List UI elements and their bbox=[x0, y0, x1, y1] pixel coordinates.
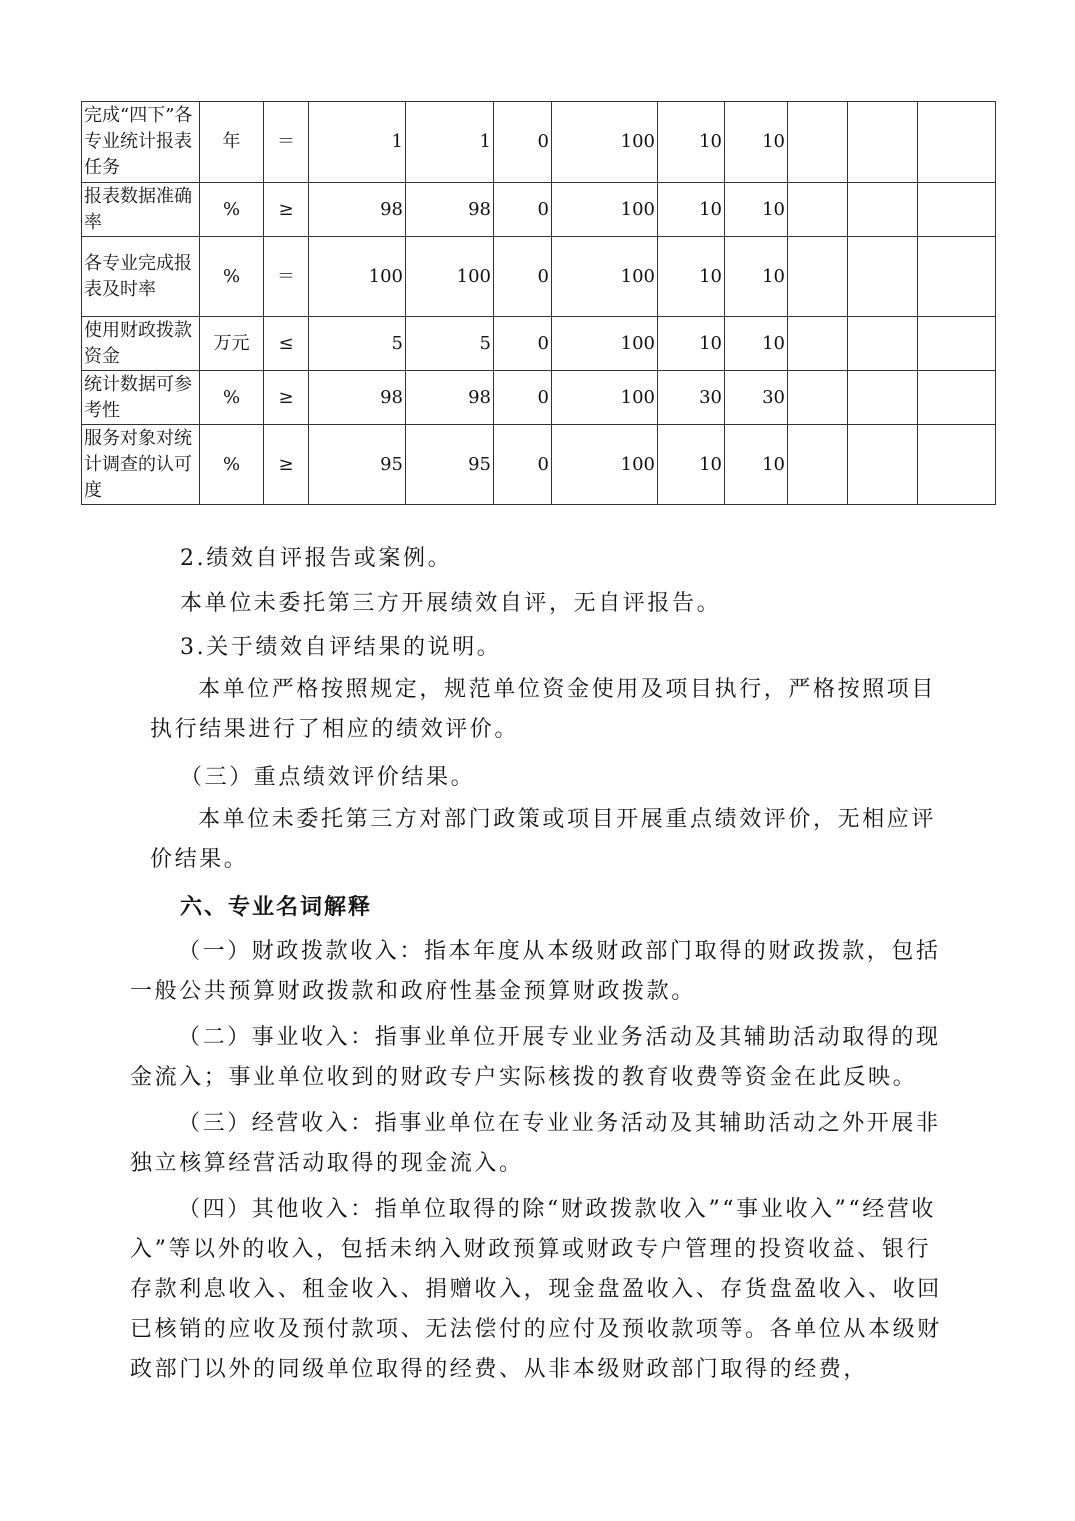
cell-name: 报表数据准确率 bbox=[82, 183, 200, 237]
cell-weight: 10 bbox=[658, 102, 725, 183]
cell-extra bbox=[918, 371, 996, 425]
glossary-operating-income: （三）经营收入：指事业单位在专业业务活动及其辅助活动之外开展非独立核算经营活动取得的现金流入。 bbox=[130, 1111, 941, 1176]
table-row bbox=[82, 317, 996, 371]
table-row bbox=[82, 183, 996, 237]
table-row bbox=[82, 237, 996, 317]
section-heading-key-evaluation: （三）重点绩效评价结果。 bbox=[180, 765, 476, 790]
cell-rate: 100 bbox=[552, 425, 658, 505]
cell-measure bbox=[848, 102, 918, 183]
cell-reason bbox=[788, 183, 848, 237]
cell-weight: 10 bbox=[658, 425, 725, 505]
cell-weight: 10 bbox=[658, 183, 725, 237]
cell-actual: 95 bbox=[406, 425, 494, 505]
cell-extra bbox=[918, 425, 996, 505]
cell-weight: 10 bbox=[658, 237, 725, 317]
cell-measure bbox=[848, 425, 918, 505]
cell-score: 10 bbox=[725, 183, 788, 237]
table-row bbox=[82, 425, 996, 505]
cell-score: 10 bbox=[725, 237, 788, 317]
cell-reason bbox=[788, 317, 848, 371]
cell-unit: 万元 bbox=[200, 317, 264, 371]
paragraph-no-self-report: 本单位未委托第三方开展绩效自评，无自评报告。 bbox=[180, 591, 722, 616]
cell-actual: 1 bbox=[406, 102, 494, 183]
cell-diff: 0 bbox=[494, 102, 552, 183]
cell-actual: 100 bbox=[406, 237, 494, 317]
cell-score: 30 bbox=[725, 371, 788, 425]
cell-target: 98 bbox=[309, 183, 406, 237]
glossary-business-income: （二）事业收入：指事业单位开展专业业务活动及其辅助活动取得的现金流入；事业单位收到的财政专户实际核拨的教育收费等资金在此反映。 bbox=[130, 1025, 941, 1090]
cell-rate: 100 bbox=[552, 102, 658, 183]
cell-op: ≤ bbox=[264, 317, 309, 371]
cell-rate: 100 bbox=[552, 371, 658, 425]
cell-op: ≥ bbox=[264, 371, 309, 425]
cell-diff: 0 bbox=[494, 183, 552, 237]
cell-score: 10 bbox=[725, 425, 788, 505]
cell-unit: % bbox=[200, 237, 264, 317]
table-row bbox=[82, 371, 996, 425]
cell-actual: 5 bbox=[406, 317, 494, 371]
table-row bbox=[82, 102, 996, 183]
cell-reason bbox=[788, 237, 848, 317]
cell-extra bbox=[918, 237, 996, 317]
cell-op: ＝ bbox=[264, 102, 309, 183]
cell-name: 服务对象对统计调查的认可度 bbox=[82, 425, 200, 505]
cell-extra bbox=[918, 102, 996, 183]
cell-diff: 0 bbox=[494, 317, 552, 371]
cell-actual: 98 bbox=[406, 371, 494, 425]
cell-op: ≥ bbox=[264, 425, 309, 505]
cell-extra bbox=[918, 317, 996, 371]
cell-weight: 30 bbox=[658, 371, 725, 425]
cell-target: 98 bbox=[309, 371, 406, 425]
cell-reason bbox=[788, 425, 848, 505]
cell-target: 1 bbox=[309, 102, 406, 183]
paragraph-result-explanation: 本单位严格按照规定，规范单位资金使用及项目执行，严格按照项目执行结果进行了相应的绩效评价。 bbox=[150, 677, 937, 742]
cell-actual: 98 bbox=[406, 183, 494, 237]
cell-unit: 年 bbox=[200, 102, 264, 183]
glossary-other-income: （四）其他收入：指单位取得的除“财政拨款收入”“事业收入”“经营收入”等以外的收入，包括未纳入财政预算或财政专户管理的投资收益、银行存款利息收入、租金收入、捐赠收入，现金盘盈收入、存货盘盈收入、收回已核销的应收及预付款项、无法偿付的应付及预收款项等。各单位从本级财政部门以外的同级单位取得的经费、从非本级财政部门取得的经费， bbox=[130, 1197, 942, 1382]
cell-rate: 100 bbox=[552, 317, 658, 371]
section-heading-glossary: 六、专业名词解释 bbox=[180, 895, 373, 920]
cell-score: 10 bbox=[725, 102, 788, 183]
cell-diff: 0 bbox=[494, 237, 552, 317]
cell-reason bbox=[788, 102, 848, 183]
cell-name: 各专业完成报表及时率 bbox=[82, 237, 200, 317]
cell-measure bbox=[848, 183, 918, 237]
cell-op: ≥ bbox=[264, 183, 309, 237]
cell-rate: 100 bbox=[552, 183, 658, 237]
section-heading-self-report: 2.绩效自评报告或案例。 bbox=[180, 546, 453, 571]
cell-name: 完成“四下”各专业统计报表任务 bbox=[82, 102, 200, 183]
cell-name: 使用财政拨款资金 bbox=[82, 317, 200, 371]
cell-extra bbox=[918, 183, 996, 237]
cell-target: 5 bbox=[309, 317, 406, 371]
cell-measure bbox=[848, 317, 918, 371]
cell-diff: 0 bbox=[494, 371, 552, 425]
cell-name: 统计数据可参考性 bbox=[82, 371, 200, 425]
paragraph-key-evaluation: 本单位未委托第三方对部门政策或项目开展重点绩效评价，无相应评价结果。 bbox=[150, 807, 937, 872]
cell-measure bbox=[848, 371, 918, 425]
cell-rate: 100 bbox=[552, 237, 658, 317]
cell-unit: % bbox=[200, 371, 264, 425]
cell-target: 100 bbox=[309, 237, 406, 317]
cell-score: 10 bbox=[725, 317, 788, 371]
cell-reason bbox=[788, 371, 848, 425]
cell-target: 95 bbox=[309, 425, 406, 505]
cell-op: ＝ bbox=[264, 237, 309, 317]
section-heading-result-explanation: 3.关于绩效自评结果的说明。 bbox=[180, 635, 502, 660]
cell-weight: 10 bbox=[658, 317, 725, 371]
cell-unit: % bbox=[200, 183, 264, 237]
cell-diff: 0 bbox=[494, 425, 552, 505]
glossary-fiscal-appropriation: （一）财政拨款收入：指本年度从本级财政部门取得的财政拨款，包括一般公共预算财政拨款和政府性基金预算财政拨款。 bbox=[130, 939, 941, 1004]
performance-indicator-table bbox=[81, 101, 996, 505]
cell-measure bbox=[848, 237, 918, 317]
cell-unit: % bbox=[200, 425, 264, 505]
